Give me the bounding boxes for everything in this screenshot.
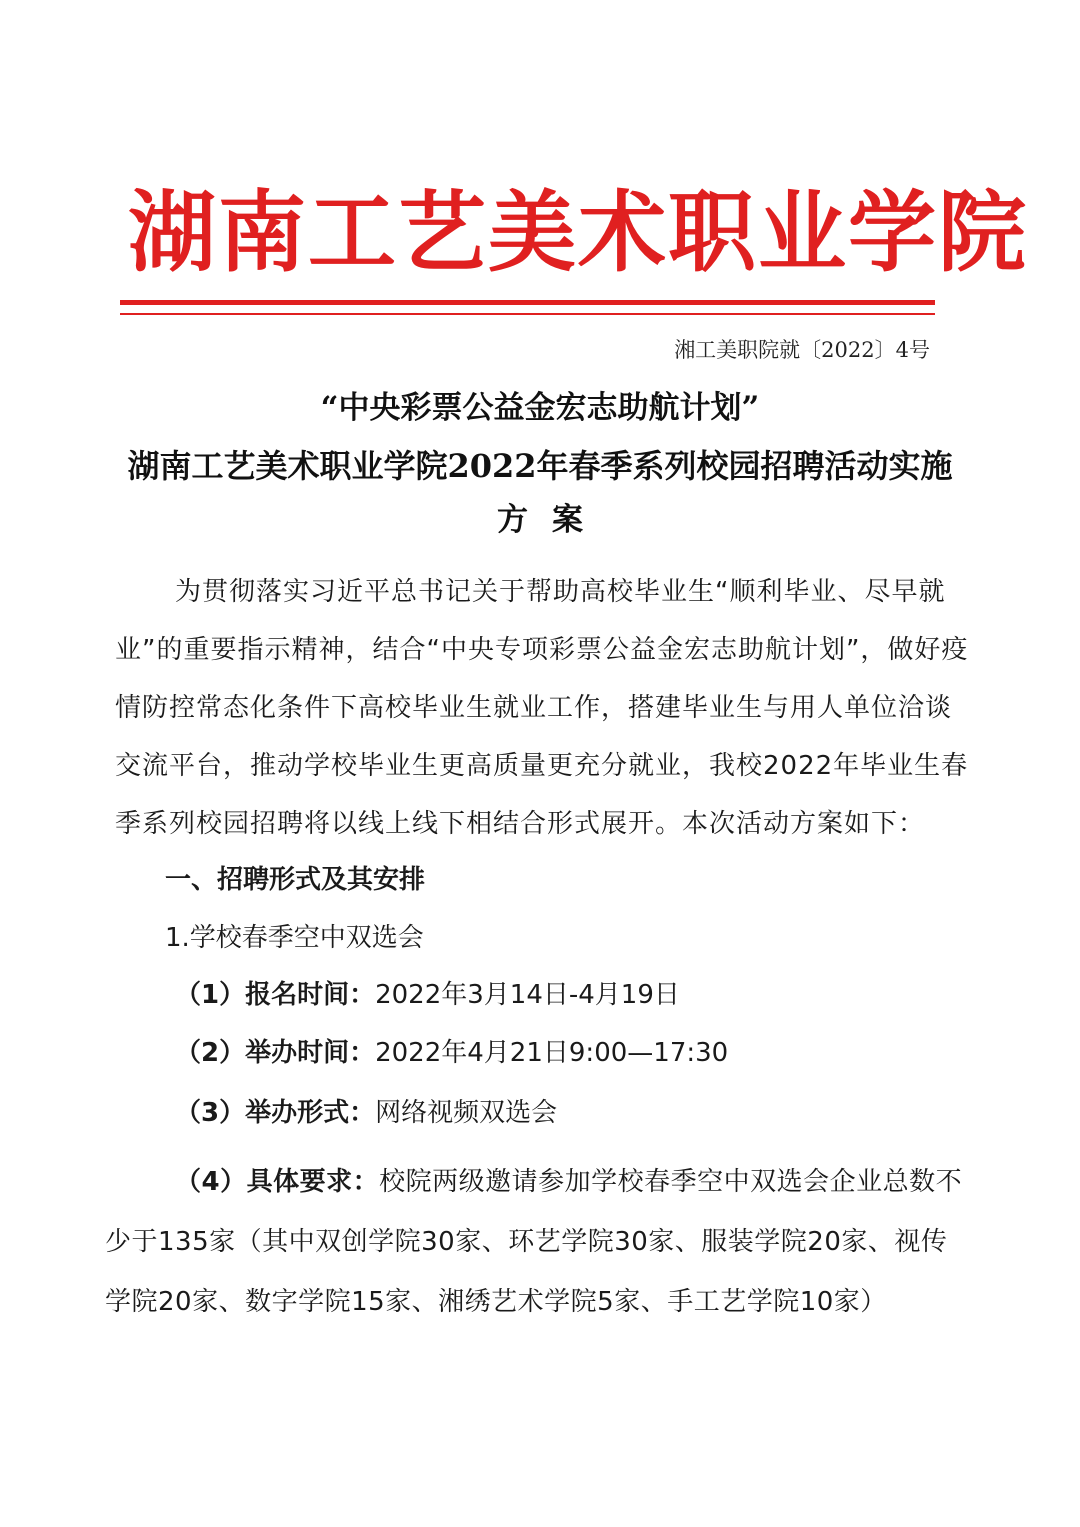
- item-label: （1）报名时间：: [175, 980, 376, 1010]
- subsection-heading: 1.学校春季空中双选会: [165, 923, 424, 953]
- masthead-institution-name: 湖南工艺美术职业学院: [128, 181, 1029, 284]
- intro-paragraph: 为贯彻落实习近平总书记关于帮助高校毕业生“顺利毕业、尽早就业”的重要指示精神，结合“中央专项彩票公益金宏志助航计划”，做好疫情防控常态化条件下高校毕业生就业工作，搭建毕业生与用人单位洽谈交流平台，推动学校毕业生更高质量更充分就业，我校2022年毕业生春季系列校园招聘将以线上线下相结合形式展开。本次活动方案如下：: [115, 577, 969, 839]
- item-value: 2022年4月21日9:00—17:30: [375, 1038, 729, 1068]
- title-line-3: 方案: [497, 502, 607, 538]
- item-value: 网络视频双选会: [375, 1098, 558, 1128]
- list-item-requirements: [105, 1152, 965, 1332]
- section-heading: 一、招聘形式及其安排: [165, 865, 426, 895]
- item-label: （2）举办时间：: [175, 1038, 376, 1068]
- title-line-2: 湖南工艺美术职业学院2022年春季系列校园招聘活动实施: [127, 447, 953, 485]
- item-label: （3）举办形式：: [175, 1098, 376, 1128]
- list-item: [175, 975, 680, 1015]
- masthead-red-rule-thick: [120, 300, 935, 305]
- list-item: [175, 1093, 557, 1133]
- item-label: （4）具体要求：: [175, 1167, 380, 1197]
- document-number: 湘工美职院就〔2022〕4号: [674, 338, 930, 362]
- list-item: [175, 1033, 728, 1073]
- masthead-red-rule-thin: [120, 313, 935, 315]
- item-value: 2022年3月14日-4月19日: [375, 980, 680, 1010]
- item-value: 校院两级邀请参加学校春季空中双选会企业总数不少于135家（其中双创学院30家、环艺学院30家、服装学院20家、视传学院20家、数字学院15家、湘绣艺术学院5家、手工艺学院10家）: [105, 1167, 963, 1317]
- title-line-1: “中央彩票公益金宏志助航计划”: [320, 390, 760, 426]
